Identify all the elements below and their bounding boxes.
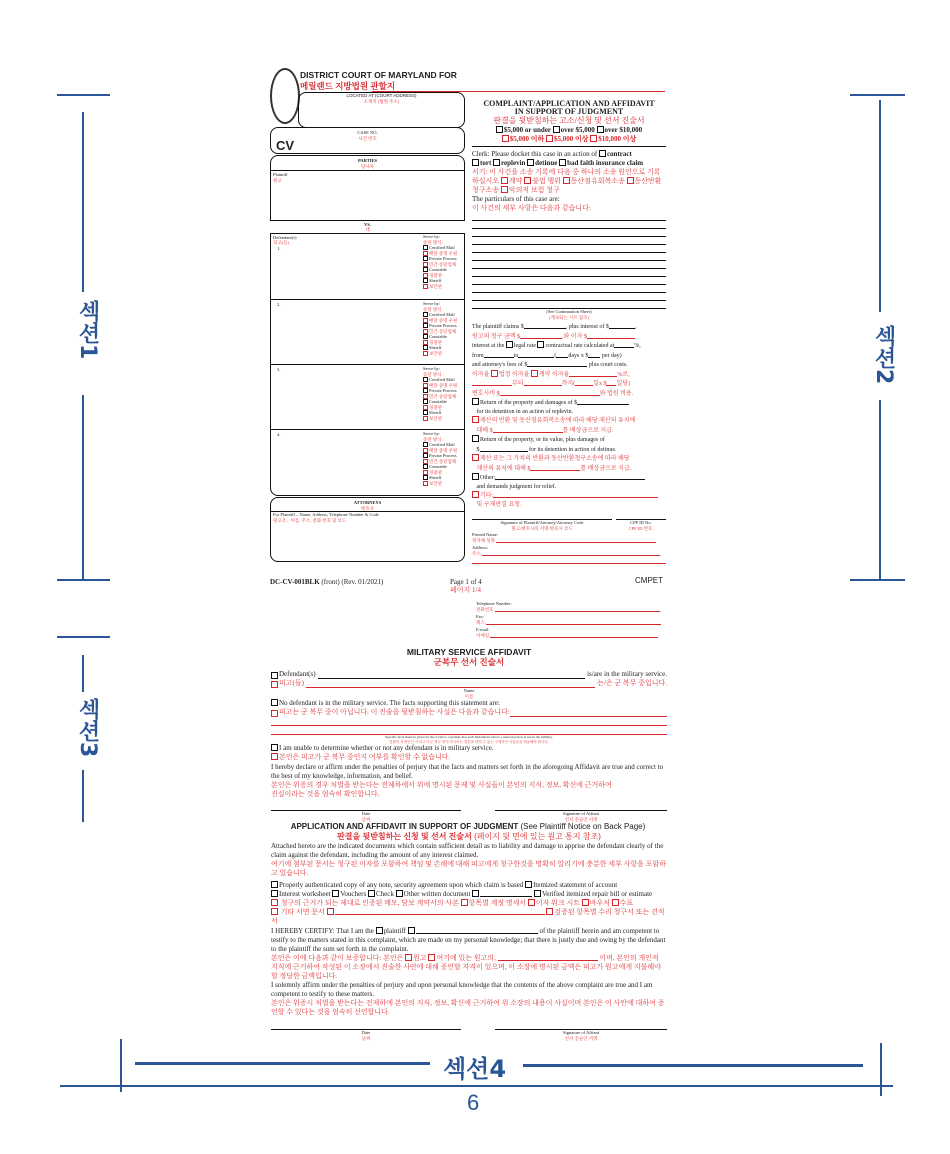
court-title: DISTRICT COURT OF MARYLAND FOR bbox=[300, 70, 457, 80]
label: LOCATED AT (COURT ADDRESS) bbox=[346, 93, 417, 98]
serve-by-checkbox[interactable] bbox=[423, 475, 428, 480]
unable-determine-checkbox[interactable] bbox=[271, 744, 278, 751]
attorney-fees-field-ko[interactable] bbox=[500, 389, 600, 396]
interest-field[interactable] bbox=[609, 322, 635, 329]
plaintiff-checkbox[interactable] bbox=[376, 927, 383, 934]
unable-determine-checkbox-ko[interactable] bbox=[271, 753, 278, 760]
page-number: 6 bbox=[467, 1090, 480, 1115]
serve-by-checkbox[interactable] bbox=[423, 334, 428, 339]
capacity-checkbox[interactable] bbox=[408, 927, 415, 934]
other-checkbox-ko[interactable] bbox=[472, 491, 479, 498]
contract-checkbox[interactable] bbox=[501, 177, 508, 184]
serve-by-checkbox-ko[interactable] bbox=[423, 459, 428, 464]
defendant-row[interactable] bbox=[271, 364, 464, 429]
label: 피고(들) bbox=[273, 240, 290, 245]
serve-by-checkbox[interactable] bbox=[423, 388, 428, 393]
defendant-number: 2. bbox=[277, 302, 281, 307]
contractual-rate-checkbox[interactable] bbox=[531, 370, 538, 377]
other-checkbox[interactable] bbox=[472, 473, 479, 480]
label: replevin bbox=[501, 159, 526, 167]
label: 원고측 – 이름, 주소, 전화 번호 및 코드 bbox=[273, 517, 347, 523]
label: over $5,000 bbox=[560, 126, 595, 134]
label: 경찰관 bbox=[429, 339, 443, 345]
doc-note-checkbox-ko[interactable] bbox=[271, 899, 278, 906]
contract-checkbox[interactable] bbox=[599, 150, 606, 157]
bad-faith-checkbox[interactable] bbox=[501, 186, 508, 193]
label: $5,000 이하 bbox=[509, 135, 545, 143]
claim-amount-field[interactable] bbox=[524, 322, 566, 329]
serve-by-checkbox[interactable] bbox=[423, 267, 428, 272]
frame-line bbox=[57, 636, 110, 638]
doc-other-checkbox-ko[interactable] bbox=[271, 908, 278, 915]
detinue-checkbox[interactable] bbox=[627, 177, 634, 184]
serve-by-options bbox=[423, 234, 465, 289]
military-title: MILITARY SERVICE AFFIDAVIT bbox=[406, 647, 532, 657]
amount-checkbox[interactable] bbox=[496, 126, 503, 133]
label: For Plaintiff – Name, Address, Telephone Number & Code bbox=[273, 512, 380, 517]
label: Constable bbox=[429, 267, 447, 272]
label: Clerk: Please docket this case in an action of bbox=[472, 150, 598, 158]
to-date-field[interactable] bbox=[518, 351, 554, 358]
label: 계약 bbox=[508, 177, 523, 185]
frame-line bbox=[82, 112, 84, 292]
label: over $10,000 bbox=[604, 126, 643, 134]
section-2-label: 섹션2 bbox=[871, 325, 896, 385]
serve-by-checkbox-ko[interactable] bbox=[423, 394, 428, 399]
label: 당사자 bbox=[360, 163, 375, 169]
capacity-checkbox-ko[interactable] bbox=[428, 954, 435, 961]
label: PARTIES bbox=[357, 158, 377, 163]
label: Sheriff bbox=[429, 475, 442, 480]
doc-statement-checkbox-ko[interactable] bbox=[461, 899, 468, 906]
amount-checkbox[interactable] bbox=[553, 126, 560, 133]
label: 보안관 bbox=[429, 350, 443, 356]
clerk-instructions bbox=[472, 150, 666, 168]
application-signature-row[interactable]: Date 날짜 Signature of Affiant 선서 진술인 서명 bbox=[271, 1029, 667, 1041]
fax-field[interactable]: 팩스: bbox=[476, 620, 666, 626]
label: Constable bbox=[429, 399, 447, 404]
label: Private Process bbox=[429, 388, 457, 393]
frame-line bbox=[82, 770, 84, 822]
court-title-ko: 메릴랜드 지방법원 관할지 bbox=[300, 81, 396, 91]
label: 민간 송달업체 bbox=[429, 393, 457, 399]
serve-by-checkbox[interactable] bbox=[423, 377, 428, 382]
label: Serve by: bbox=[423, 301, 441, 306]
label: Plaintiff bbox=[273, 172, 288, 177]
particulars-lines[interactable] bbox=[472, 220, 666, 309]
section-1-label: 섹션1 bbox=[75, 300, 100, 360]
label: 불법 행위 bbox=[532, 177, 561, 185]
label: Serve by: bbox=[423, 366, 441, 371]
rate-field[interactable] bbox=[614, 341, 634, 348]
label: Certified Mail bbox=[429, 245, 455, 250]
particulars-label: The particulars of this case are: bbox=[472, 195, 560, 203]
doc-other-field-checkbox-ko[interactable] bbox=[327, 908, 334, 915]
military-title-ko: 군복무 선서 진술서 bbox=[433, 657, 505, 667]
court-address-box[interactable] bbox=[298, 92, 465, 128]
label: Constable bbox=[429, 464, 447, 469]
label: ATTORNEYS bbox=[353, 500, 382, 505]
telephone-field[interactable]: 전화번호: bbox=[476, 607, 666, 613]
frame-line bbox=[523, 1064, 863, 1067]
serve-by-checkbox-ko[interactable] bbox=[423, 470, 428, 475]
label: bad faith insurance claim bbox=[567, 159, 644, 167]
frame-line bbox=[60, 1085, 893, 1087]
serve-by-checkbox[interactable] bbox=[423, 410, 428, 415]
frame-line bbox=[82, 395, 84, 580]
doc-note-checkbox[interactable] bbox=[271, 881, 278, 888]
label: $5,000 or under bbox=[503, 126, 551, 134]
label: 배달 증명 우편 bbox=[429, 317, 458, 323]
frame-line bbox=[850, 579, 905, 581]
amount-checkbox[interactable] bbox=[546, 135, 553, 142]
defendant-military-checkbox-ko[interactable] bbox=[271, 681, 278, 688]
amount-options-ko bbox=[472, 135, 666, 144]
label: 서기: 이 사건을 소송 기록에 다음 중 하나의 소송 원인으로 기록하십시오 bbox=[472, 168, 661, 185]
doc-vouchers-checkbox[interactable] bbox=[332, 890, 339, 897]
label: 소재지 (법원 주소) bbox=[363, 98, 400, 104]
clerk-instructions-ko bbox=[472, 168, 666, 195]
other-field[interactable] bbox=[495, 473, 645, 480]
court-seal-logo bbox=[270, 68, 300, 124]
case-prefix: CV bbox=[276, 138, 295, 153]
label: 동산반환청구소송 bbox=[472, 177, 662, 194]
from-date-field[interactable] bbox=[484, 351, 514, 358]
serve-by-checkbox[interactable] bbox=[423, 312, 428, 317]
serve-by-checkbox[interactable] bbox=[423, 464, 428, 469]
label: 송달 방식: bbox=[423, 306, 443, 312]
amount-checkbox[interactable] bbox=[590, 135, 597, 142]
defendant-row[interactable] bbox=[271, 233, 464, 298]
continuation-note: (See Continuation Sheet) bbox=[546, 309, 592, 314]
serve-by-checkbox[interactable] bbox=[423, 323, 428, 328]
label: 민간 송달업체 bbox=[429, 261, 457, 267]
page-label-ko: 페이지 1/4 bbox=[450, 586, 481, 594]
military-signature-row[interactable]: Date 날짜 Signature of Affiant 선서 진술인 서명 bbox=[271, 810, 667, 822]
no-defendant-military-checkbox-ko[interactable] bbox=[271, 710, 278, 717]
legal-rate-checkbox[interactable] bbox=[491, 370, 498, 377]
detinue-damages-field[interactable] bbox=[480, 445, 528, 452]
label: 배달 증명 우편 bbox=[429, 382, 458, 388]
claim-amount-field-ko[interactable] bbox=[520, 332, 562, 339]
capacity-field[interactable] bbox=[416, 927, 538, 934]
label: 민간 송달업체 bbox=[429, 458, 457, 464]
label: contract bbox=[606, 150, 632, 158]
vs-label: VS. bbox=[364, 222, 371, 227]
form-code: CMPET bbox=[635, 576, 663, 585]
label: 악의적 보험 청구 bbox=[508, 186, 560, 194]
tort-checkbox[interactable] bbox=[524, 177, 531, 184]
label: Sheriff bbox=[429, 345, 442, 350]
doc-repair-checkbox-ko[interactable] bbox=[546, 908, 553, 915]
label: 민간 송달업체 bbox=[429, 328, 457, 334]
page-label: Page 1 of 4 bbox=[450, 578, 482, 586]
doc-other-field-checkbox[interactable] bbox=[472, 890, 479, 897]
label: 송달 방식: bbox=[423, 436, 443, 442]
detinue-return-checkbox-ko[interactable] bbox=[472, 454, 479, 461]
contact-fields: Telephone Number: 전화번호: Fax: 팩스: E-mail: 이메일: bbox=[476, 601, 666, 638]
complaint-title-ko: 판결을 뒷받침하는 고소/신청 및 선서 진술서 bbox=[493, 116, 645, 125]
label: Certified Mail bbox=[429, 377, 455, 382]
frame-line bbox=[880, 1043, 882, 1096]
label: Serve by: bbox=[423, 234, 441, 239]
claim-details: The plaintiff claims $ , plus interest of $ , 원고의 청구 금액 $ ,와 이자 $ interest at the legal rate contractual rate calculated at %, from to ( days x $ per day) and attorney's fees of $ plus court costs. 이자율 법정 이자율 계약 이자율 %로, 부터 까지( 일x $ 일당) 변호사비 $ 와 법원 비용. Return of the property and damages of $ for its detention in an action of replevin. 재산의 반환 및 동산점유회복소송에 따라 해당 재산의 유치에 대해 $ 를 배상금으로 지급. Return of the property, or its value, plus damages of $ for its detention in action of detinue. 재산 또는 그 가치의 반환과 동산반환청구소송에 따라 해당 재산의 유치에 대해 $ 를 배상금으로 지급. Other: and demands judgment for relief. 기타: 및 구제판결 요청. bbox=[472, 322, 666, 509]
serve-by-checkbox-ko[interactable] bbox=[423, 405, 428, 410]
form-id: DC-CV-001BLK (front) (Rev. 01/2021) bbox=[270, 578, 384, 586]
serve-by-checkbox-ko[interactable] bbox=[423, 351, 428, 356]
doc-statement-checkbox[interactable] bbox=[525, 881, 532, 888]
defendant-number: 1. bbox=[277, 246, 281, 251]
detinue-checkbox[interactable] bbox=[527, 159, 534, 166]
doc-other-checkbox[interactable] bbox=[396, 890, 403, 897]
frame-line bbox=[82, 655, 84, 692]
serve-by-checkbox-ko[interactable] bbox=[423, 481, 428, 486]
complaint-title: IN SUPPORT OF JUDGMENT bbox=[514, 107, 624, 116]
amount-options bbox=[472, 126, 666, 135]
label: 배달 증명 우편 bbox=[429, 447, 458, 453]
tort-checkbox[interactable] bbox=[472, 159, 479, 166]
doc-interest-checkbox[interactable] bbox=[271, 890, 278, 897]
label: 경찰관 bbox=[429, 469, 443, 475]
address-field[interactable]: 주소: bbox=[472, 551, 666, 557]
serve-by-checkbox[interactable] bbox=[423, 453, 428, 458]
doc-vouchers-checkbox-ko[interactable] bbox=[582, 899, 589, 906]
defendant-military-checkbox[interactable] bbox=[271, 672, 278, 679]
application-title: APPLICATION AND AFFIDAVIT IN SUPPORT OF JUDGMENT bbox=[290, 822, 519, 831]
serve-by-checkbox-ko[interactable] bbox=[423, 416, 428, 421]
doc-check-checkbox[interactable] bbox=[368, 890, 375, 897]
label: 동산점유회복소송 bbox=[570, 177, 625, 185]
frame-line bbox=[135, 1062, 430, 1065]
doc-repair-checkbox[interactable] bbox=[534, 890, 541, 897]
email-field[interactable]: 이메일: bbox=[476, 633, 666, 639]
replevin-return-checkbox-ko[interactable] bbox=[472, 416, 479, 423]
other-document-field[interactable] bbox=[480, 890, 532, 897]
replevin-checkbox[interactable] bbox=[563, 177, 570, 184]
doc-interest-checkbox-ko[interactable] bbox=[528, 899, 535, 906]
days-field[interactable] bbox=[556, 351, 568, 358]
case-number-box[interactable] bbox=[270, 127, 465, 154]
contractual-rate-checkbox[interactable] bbox=[537, 341, 544, 348]
label: Certified Mail bbox=[429, 312, 455, 317]
label: $5,000 이상 bbox=[553, 135, 589, 143]
section-4-label: 섹션4 bbox=[443, 1055, 507, 1083]
serve-by-checkbox[interactable] bbox=[423, 245, 428, 250]
amount-checkbox[interactable] bbox=[502, 135, 509, 142]
label: 송달 방식: bbox=[423, 239, 443, 245]
label: CASE NO. bbox=[357, 130, 378, 135]
legal-rate-checkbox[interactable] bbox=[506, 341, 513, 348]
frame-line bbox=[879, 400, 881, 580]
label: Serve by: bbox=[423, 431, 441, 436]
label: 원고 bbox=[273, 177, 282, 183]
label: detinue bbox=[535, 159, 558, 167]
defendant-row[interactable] bbox=[271, 429, 464, 494]
replevin-checkbox[interactable] bbox=[493, 159, 500, 166]
label: Private Process bbox=[429, 256, 457, 261]
defendant-number: 4. bbox=[277, 432, 281, 437]
frame-line bbox=[57, 94, 110, 96]
printed-name-field[interactable]: 정자체 성명: bbox=[472, 538, 666, 544]
label: 보안관 bbox=[429, 283, 443, 289]
label: 배달 증명 우편 bbox=[429, 250, 458, 256]
label: Constable bbox=[429, 334, 447, 339]
label: 경찰관 bbox=[429, 272, 443, 278]
serve-by-options bbox=[423, 431, 465, 486]
vs-label-ko: 대 bbox=[365, 227, 370, 232]
serve-by-checkbox[interactable] bbox=[423, 256, 428, 261]
particulars-label-ko: 이 사건의 세부 사항은 다음과 같습니다: bbox=[472, 204, 591, 212]
label: Defendant(s) bbox=[273, 235, 297, 240]
serve-by-checkbox-ko[interactable] bbox=[423, 383, 428, 388]
section-3-label: 섹션3 bbox=[75, 698, 100, 758]
serve-by-checkbox-ko[interactable] bbox=[423, 251, 428, 256]
serve-by-checkbox[interactable] bbox=[423, 442, 428, 447]
serve-by-checkbox[interactable] bbox=[423, 399, 428, 404]
serve-by-options bbox=[423, 301, 465, 356]
defendant-name-field[interactable] bbox=[318, 672, 586, 679]
serve-by-checkbox[interactable] bbox=[423, 278, 428, 283]
complaint-title: COMPLAINT/APPLICATION AND AFFIDAVIT bbox=[483, 99, 655, 108]
per-day-field[interactable] bbox=[588, 351, 600, 358]
defendants-box[interactable] bbox=[270, 233, 465, 496]
bad-faith-checkbox[interactable] bbox=[559, 159, 566, 166]
frame-line bbox=[879, 100, 881, 312]
replevin-damages-field[interactable] bbox=[577, 398, 629, 405]
serve-by-checkbox[interactable] bbox=[423, 345, 428, 350]
military-affidavit: MILITARY SERVICE AFFIDAVIT 군복무 선서 진술서 Defendant(s) is/are in the military service. 피고(들) 는/은 군 복무 중입니다. Name 이름 No defendant is in the military service. The facts supporting this statement are: 피고는 군 복무 중이 아닙니다. 이 진술을 뒷받침하는 사실은 다음과 같습니다: Specific facts must be given for the Court to conclude that each Defendant who is a natural person is not in the military. 법원이 자연인인 각 피고가 군 복무 중이 아니라는 결론을 내릴 수 있는 구체적인 사실들을 제공해야 합니다. I am unable to determine whether or not any defendant is in military service. 본인은 피고가 군 복무 중인지 여부를 확인할 수 없습니다. I hereby declare or affirm under the penalties of perjury that the facts and matters set forth in the aforegoing Affidavit are true and correct to the best of my knowledge, information, and belief. 본인은 위증의 경우 처벌을 받는다는 전제하에서 위에 명시된 문제 및 사실들이 본인의 지식, 정보, 확신에 근거하여 진실이라는 것을 엄숙히 확인합니다. Date 날짜 Signature of Affiant 선서 진술인 서명 APPLICATION AND AFFIDAVIT IN SUPPORT OF JUDGMENT (See Plaintiff Notice on Back Page) 판결을 뒷받침하는 신청 및 선서 진술서 (페이지 뒷 면에 있는 원고 통지 참조) Attached hereto are the indicated documents which contain sufficient detail as to liability and damage to apprise the defendant clearly of the claim against the defendant, including the amount of any interest claimed. 여기에 첨부된 문서는 청구된 이자를 포함하여 책임 및 손해에 대해 피고에게 청구한것을 명확히 알리기에 충분한 세부 사항을 포함하고 있습니다. Properly authenticated copy of any note, security agreement upon which claim is based Itemized statement of account Interest worksheet Vouchers Check Other written document Verified itemized repair bill or estimate 청구의 근거가 되는 제대로 인증된 메모, 담보 계약서의 사본 항목별 계정 명세서 이자 워크 시트 바우처 수표 기타 서면 문서 검증된 항목별 수리 청구서 또는 견적서 I HEREBY CERTIFY: That I am the plaintiff of the plaintiff herein and am competent to testify to the matters stated in this complaint, which are made on my personal knowledge; that there is justly due and owing by the defendant to the plaintiff the sum set forth in the complaint. 본인은 이에 다음과 같이 보증합니다: 본인은 원고 여기에 있는 원고의, 이며, 본인의 개인적 지식에 근거하여 작성된 이 소장에서 진술한 사안에 대해 증언할 자격이 있으며, 이 소장에 명시된 금액은 피고가 원고에게 지불해야 할 정당한 금액입니다. I solemnly affirm under the penalties of perjury and upon personal knowledge that the contents of the above complaint are true and I am competent to testify to these matters. 본인은 위증시 처벌을 받는다는 전제하에 본인의 지식, 정보, 확신에 근거하여 위 소장의 내용이 사실이며 본인은 이 사안에 대하여 증언할 수 있다는 것을 엄숙히 선언합니다. Date 날짜 Signature of Affiant 선서 진술인 서명 bbox=[271, 647, 667, 1041]
serve-by-checkbox-ko[interactable] bbox=[423, 340, 428, 345]
label: 보안관 bbox=[429, 480, 443, 486]
label: Printed Name: bbox=[472, 532, 499, 537]
serve-by-checkbox-ko[interactable] bbox=[423, 273, 428, 278]
label: 변호사 bbox=[360, 505, 375, 511]
attorney-fees-field[interactable] bbox=[527, 360, 587, 367]
label: Certified Mail bbox=[429, 442, 455, 447]
signature-row[interactable]: Signature of Plaintiff/Attorney/Attorney Code 원고/변호사의 서명/변호사 코드 CPF ID No. CPF ID 번호. bbox=[472, 519, 666, 531]
interest-field-ko[interactable] bbox=[587, 332, 635, 339]
facts-line[interactable] bbox=[271, 725, 667, 726]
label: Address: bbox=[472, 545, 488, 550]
serve-by-checkbox-ko[interactable] bbox=[423, 318, 428, 323]
complaint-section bbox=[472, 100, 666, 564]
serve-by-checkbox-ko[interactable] bbox=[423, 284, 428, 289]
detinue-return-checkbox[interactable] bbox=[472, 435, 479, 442]
label: Sheriff bbox=[429, 278, 442, 283]
label: 보안관 bbox=[429, 415, 443, 421]
label: 경찰관 bbox=[429, 404, 443, 410]
replevin-return-checkbox[interactable] bbox=[472, 398, 479, 405]
frame-line bbox=[850, 94, 905, 96]
serve-by-checkbox-ko[interactable] bbox=[423, 329, 428, 334]
label: tort bbox=[480, 159, 492, 167]
serve-by-checkbox-ko[interactable] bbox=[423, 262, 428, 267]
attorneys-box[interactable] bbox=[270, 497, 465, 562]
label: Private Process bbox=[429, 323, 457, 328]
label: Private Process bbox=[429, 453, 457, 458]
serve-by-checkbox-ko[interactable] bbox=[423, 448, 428, 453]
frame-line bbox=[57, 579, 110, 581]
label: 사건 번호 bbox=[358, 135, 377, 141]
label: $10,000 이상 bbox=[598, 135, 637, 143]
parties-box[interactable] bbox=[270, 155, 465, 221]
plaintiff-checkbox-ko[interactable] bbox=[405, 954, 412, 961]
serve-by-options bbox=[423, 366, 465, 421]
label: 송달 방식: bbox=[423, 371, 443, 377]
label: Sheriff bbox=[429, 410, 442, 415]
application-title-ko: 판결을 뒷받침하는 신청 및 선서 진술서 bbox=[337, 832, 472, 841]
defendant-number: 3. bbox=[277, 367, 281, 372]
defendant-row[interactable] bbox=[271, 299, 464, 364]
continuation-note-ko: (계속되는 시트 참조) bbox=[548, 314, 590, 320]
amount-checkbox[interactable] bbox=[597, 126, 604, 133]
doc-check-checkbox-ko[interactable] bbox=[612, 899, 619, 906]
no-defendant-military-checkbox[interactable] bbox=[271, 699, 278, 706]
